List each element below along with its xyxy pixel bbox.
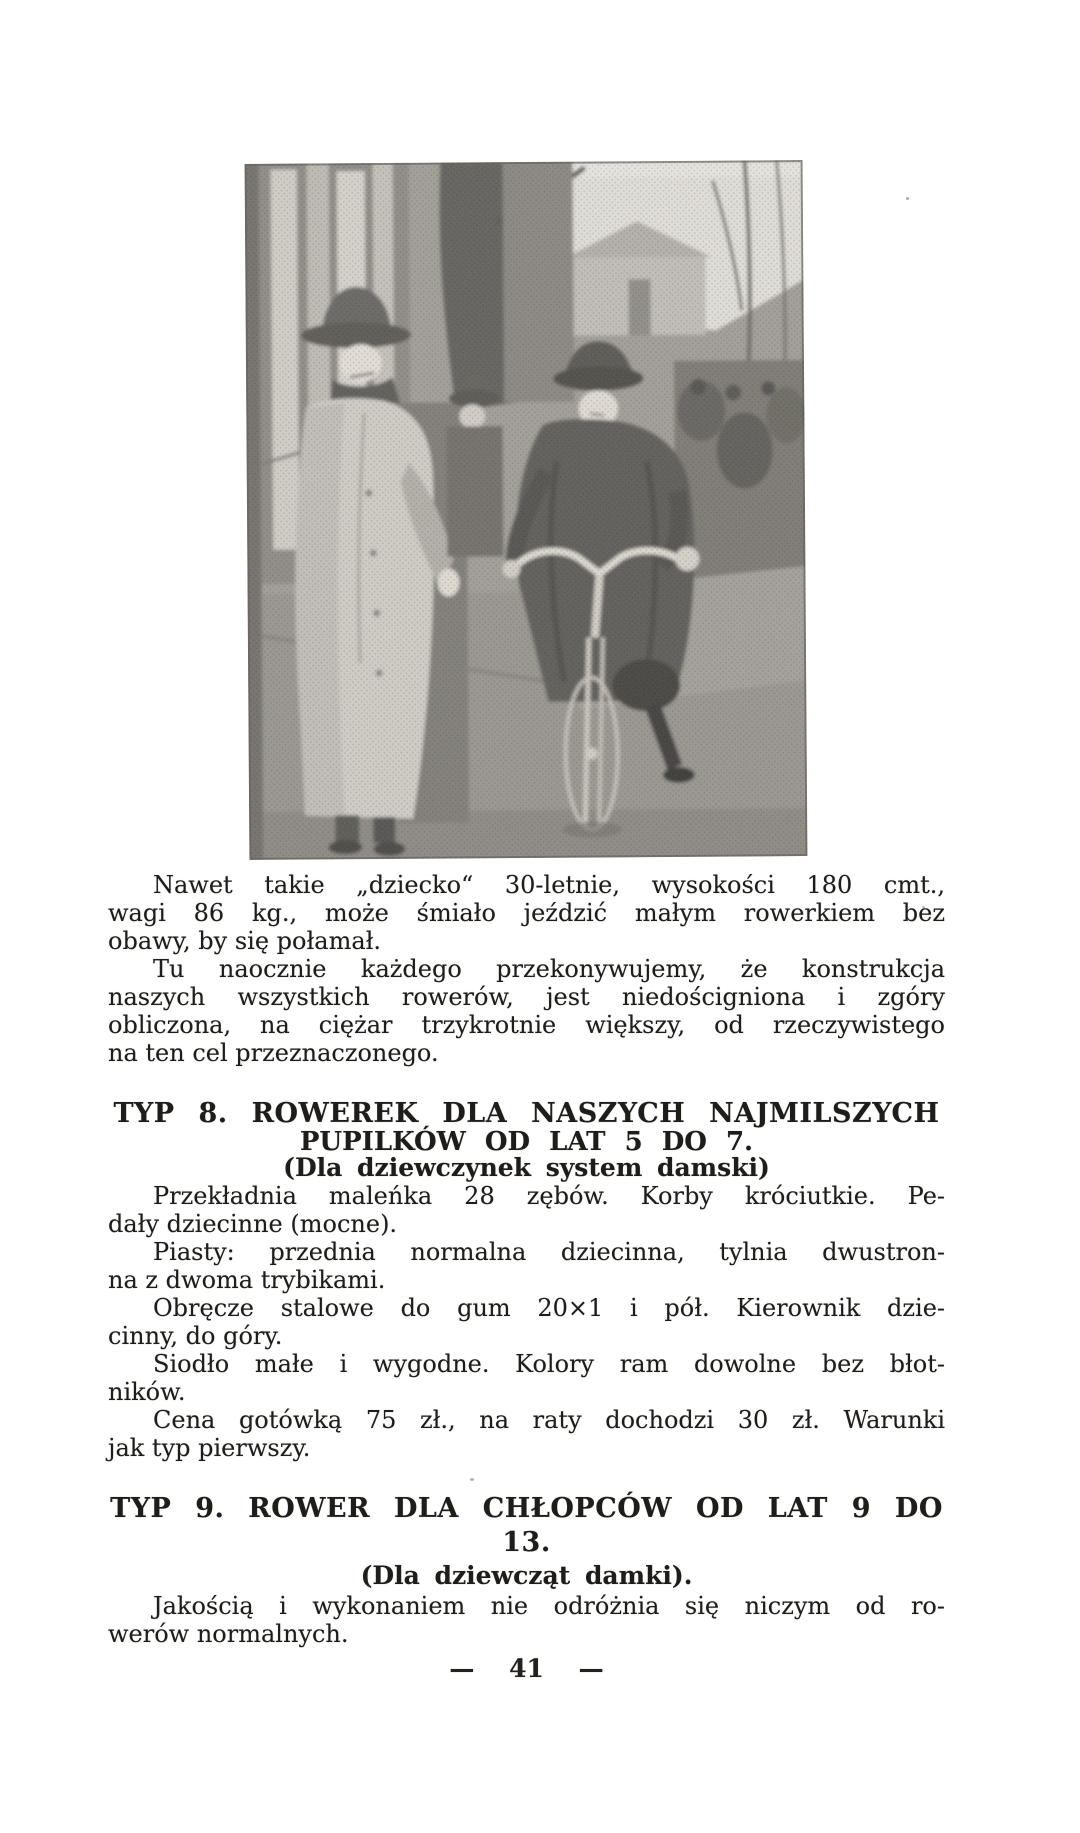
text-line: na ten cel przeznaczonego.: [108, 1039, 439, 1067]
heading-line: TYP 8. ROWEREK DLA NASZYCH NAJMILSZYCH: [113, 1098, 940, 1129]
text-line: obawy, by się połamał.: [108, 927, 382, 955]
paragraph-price: [108, 1406, 945, 1462]
section-heading-typ-9: [108, 1492, 945, 1592]
heading-subtitle: (Dla dziewczynek system damski): [283, 1153, 770, 1182]
section-heading-typ-8: [108, 1097, 945, 1182]
text-line: na z dwoma trybikami.: [108, 1266, 386, 1294]
text-line: Cena gotówką 75 zł., na raty dochodzi 30 zł. Warunki: [153, 1406, 945, 1434]
text-line: wagi 86 kg., może śmiało jeździć małym rowerkiem bez: [108, 899, 945, 927]
text-column: [108, 871, 945, 1684]
heading-subtitle: (Dla dziewcząt damki).: [360, 1561, 693, 1590]
paragraph-hubs: [108, 1238, 945, 1294]
text-line: Siodło małe i wygodne. Kolory ram dowolne bez błot-: [153, 1350, 945, 1378]
text-line: Obręcze stalowe do gum 20×1 i pół. Kierownik dzie-: [153, 1294, 945, 1322]
page-number: — 41 —: [449, 1654, 604, 1683]
text-line: ników.: [108, 1378, 186, 1406]
text-line: Nawet takie „dziecko“ 30-letnie, wysokości 180 cmt.,: [153, 871, 945, 899]
text-line: jak typ pierwszy.: [108, 1434, 311, 1462]
paragraph-gears: [108, 1182, 945, 1238]
photo-illustration: [245, 160, 808, 860]
text-line: Przekładnia maleńka 28 zębów. Korby króciutkie. Pe-: [153, 1182, 945, 1210]
text-line: Tu naocznie każdego przekonywujemy, że konstrukcja: [153, 955, 945, 983]
paper-speck: [700, 1208, 703, 1210]
heading-line: TYP 9. ROWER DLA CHŁOPCÓW OD LAT 9 DO 13.: [110, 1493, 943, 1558]
paper-speck: [922, 906, 925, 909]
paper-speck: [470, 1478, 474, 1481]
paragraph-construction: [108, 955, 945, 1067]
paragraph-rims: [108, 1294, 945, 1350]
text-line: cinny, do góry.: [108, 1322, 283, 1350]
text-line: naszych wszystkich rowerów, jest niedościgniona i zgóry: [108, 983, 945, 1011]
text-line: werów normalnych.: [108, 1620, 349, 1648]
paper-speck: [906, 197, 909, 200]
paragraph-intro: [108, 871, 945, 955]
text-line: obliczona, na ciężar trzykrotnie większy, od rzeczywistego: [108, 1011, 945, 1039]
text-line: dały dziecinne (mocne).: [108, 1210, 398, 1238]
heading-line: PUPILKÓW OD LAT 5 DO 7.: [299, 1127, 754, 1157]
halftone-photo-men-with-small-bicycle: [245, 160, 808, 860]
paragraph-quality: [108, 1592, 945, 1648]
text-line: Piasty: przednia normalna dziecinna, tylnia dwustron-: [153, 1238, 945, 1266]
text-line: Jakością i wykonaniem nie odróżnia się niczym od ro-: [153, 1592, 945, 1620]
paragraph-saddle: [108, 1350, 945, 1406]
